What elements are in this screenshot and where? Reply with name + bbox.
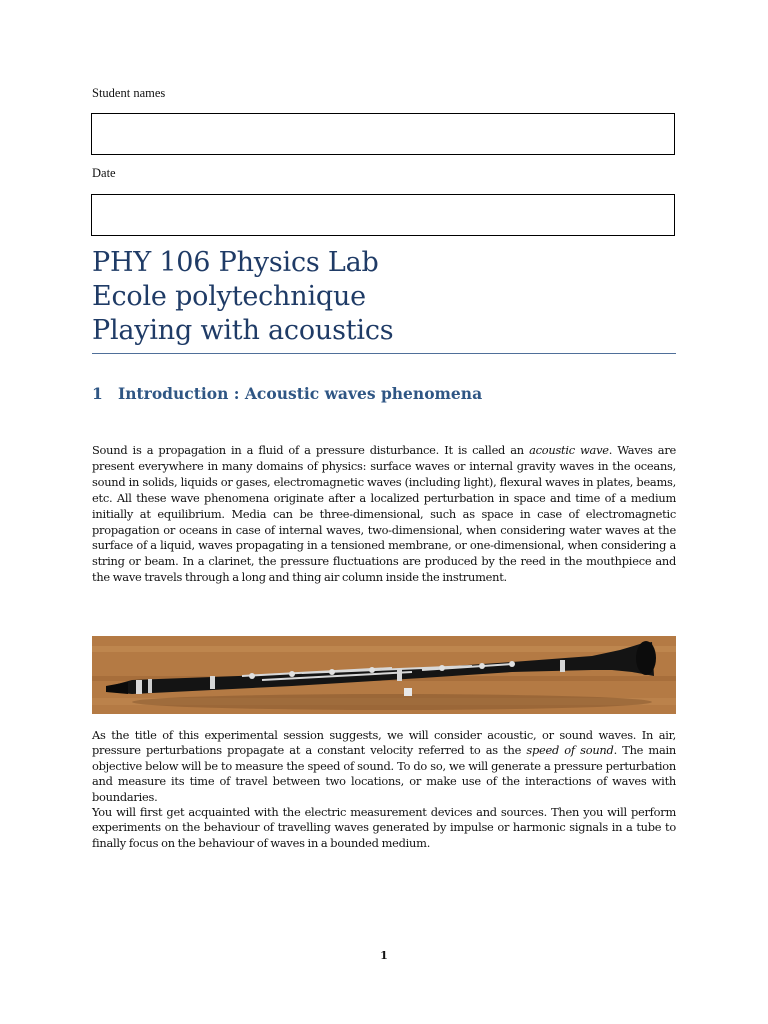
student-names-field[interactable]	[91, 113, 675, 155]
intro-p1-emphasis: acoustic wave	[529, 443, 609, 457]
title-divider	[92, 353, 676, 354]
title-line-3: Playing with acoustics	[92, 315, 394, 346]
section-number: 1	[92, 384, 103, 403]
intro-p1-text-b: . Waves are present everywhere in many domains of physics: surface waves or internal gravity waves in the oceans, sound in solids, liquids or gases, electromagnetic waves (including light), flexural waves in plates, beams, etc. All these wave phenomena originate after a localized perturbation in space and time of a medium initially at equilibrium. Media can be three-dimensional, such as space in case of electromagnetic propagation or oceans in case of internal waves, two-dimensional, when considering water waves at the surface of a liquid, waves propagating in a tensioned membrane, or one-dimensional, when considering a string or beam. In a clarinet, the pressure fluctuations are produced by the reed in the mouthpiece and the wave travels through a long and thing air column inside the instrument.	[92, 443, 676, 585]
clarinet-illustration	[92, 636, 676, 714]
clarinet-photo	[92, 636, 676, 714]
intro-paragraph-2	[92, 728, 676, 805]
section-heading-text: Introduction : Acoustic waves phenomena	[118, 384, 483, 403]
intro-paragraph-3: You will first get acquainted with the electric measurement devices and sources. Then you will perform experiments on the behaviour of travelling waves generated by impulse or harmonic signals in a tube to finally focus on the behaviour of waves in a bounded medium.	[92, 805, 676, 850]
section-heading	[92, 384, 482, 403]
page-number: 1	[380, 949, 388, 962]
intro-paragraph-1	[92, 443, 676, 586]
intro-p2-text-b: . The main objective below will be to measure the speed of sound. To do so, we will generate a pressure perturbation and measure its time of travel between two locations, or make use of the interactions of waves with boundaries.	[92, 743, 676, 804]
title-line-2: Ecole polytechnique	[92, 281, 366, 312]
date-field[interactable]	[91, 194, 675, 236]
document-title	[92, 246, 682, 348]
intro-p1-text-a: Sound is a propagation in a fluid of a pressure disturbance. It is called an	[92, 443, 530, 457]
student-names-label: Student names	[92, 86, 166, 100]
intro-p2-text-a: As the title of this experimental session suggests, we will consider acoustic, or sound waves. In air, pressure perturbations propagate at a constant velocity referred to as the	[92, 728, 676, 758]
date-label: Date	[92, 166, 116, 180]
intro-p2-emphasis: speed of sound	[526, 743, 614, 758]
title-line-1: PHY 106 Physics Lab	[92, 247, 379, 278]
